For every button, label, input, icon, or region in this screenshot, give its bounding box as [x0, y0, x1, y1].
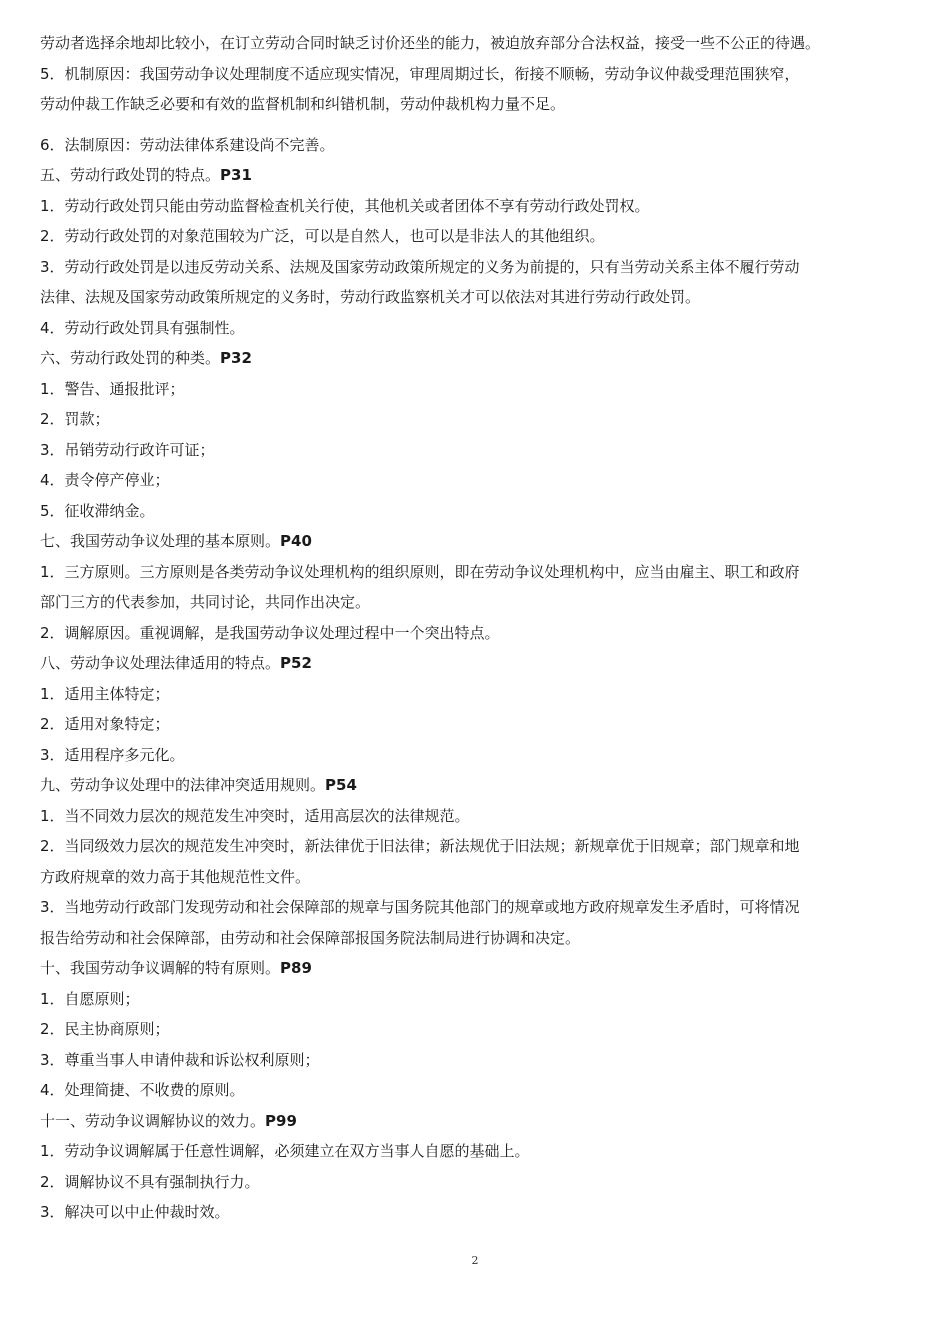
item-text: 征收滞纳金。	[64, 501, 155, 520]
list-item	[40, 1167, 915, 1198]
section-title: 十、我国劳动争议调解的特有原则。	[40, 959, 281, 977]
section-title: 十一、劳动争议调解协议的效力。	[40, 1111, 266, 1130]
list-item	[40, 892, 915, 923]
item-text: 解决可以中止仲裁时效。	[64, 1203, 230, 1221]
item-number: 3．	[40, 440, 65, 459]
list-item	[40, 496, 915, 527]
item-text: 责令停产停业；	[64, 471, 170, 489]
item-text: 适用对象特定；	[64, 715, 170, 733]
list-item	[40, 1045, 915, 1076]
paragraph-line: 报告给劳动和社会保障部，由劳动和社会保障部报国务院法制局进行协调和决定。	[40, 928, 581, 947]
item-number: 2．	[40, 1020, 65, 1038]
item-text: 调解原因。重视调解，是我国劳动争议处理过程中一个突出特点。	[64, 623, 500, 642]
item-text: 当地劳动行政部门发现劳动和社会保障部的规章与国务院其他部门的规章或地方政府规章发生矛盾时，可将情况	[64, 898, 800, 916]
item-text: 机制原因：我国劳动争议处理制度不适应现实情况，审理周期过长，衔接不顺畅，劳动争议仲裁受理范围狭窄，	[64, 64, 800, 83]
item-number: 2．	[40, 410, 65, 428]
list-item	[40, 1075, 915, 1106]
list-item	[40, 740, 915, 771]
item-number: 5．	[40, 501, 65, 520]
item-text: 劳动行政处罚只能由劳动监督检查机关行使，其他机关或者团体不享有劳动行政处罚权。	[64, 196, 650, 215]
item-number: 1．	[40, 806, 65, 825]
paragraph-line: 劳动者选择余地却比较小，在订立劳动合同时缺乏讨价还坐的能力，被迫放弃部分合法权益，接受一些不公正的待遇。	[40, 34, 821, 52]
item-text: 自愿原则；	[64, 989, 140, 1008]
item-number: 1．	[40, 1142, 65, 1160]
item-text: 劳动行政处罚是以违反劳动关系、法规及国家劳动政策所规定的义务为前提的，只有当劳动关系主体不履行劳动	[64, 257, 800, 276]
item-number: 2．	[40, 715, 65, 733]
list-item	[40, 191, 915, 222]
section-title: 九、劳动争议处理中的法律冲突适用规则。	[40, 776, 326, 794]
paragraph-line: 部门三方的代表参加，共同讨论，共同作出决定。	[40, 593, 371, 611]
item-text: 处理简捷、不收费的原则。	[64, 1081, 245, 1099]
item-number: 2．	[40, 837, 65, 855]
item-text: 吊销劳动行政许可证；	[64, 440, 215, 459]
item-number: 6．	[40, 135, 65, 154]
item-number: 4．	[40, 471, 65, 489]
item-number: 2．	[40, 1172, 65, 1191]
list-item	[40, 984, 915, 1015]
list-item	[40, 374, 915, 405]
paragraph-line: 劳动仲裁工作缺乏必要和有效的监督机制和纠错机制，劳动仲裁机构力量不足。	[40, 95, 566, 113]
page-reference: P99	[265, 1111, 297, 1130]
list-item	[40, 435, 915, 466]
item-text: 尊重当事人申请仲裁和诉讼权利原则；	[64, 1050, 320, 1069]
item-number: 1．	[40, 196, 65, 215]
list-item	[40, 618, 915, 649]
item-number: 3．	[40, 745, 65, 764]
paragraph-line: 法律、法规及国家劳动政策所规定的义务时，劳动行政监察机关才可以依法对其进行劳动行政处罚。	[40, 288, 701, 306]
section-heading	[40, 953, 915, 984]
section-title: 六、劳动行政处罚的种类。	[40, 349, 221, 367]
list-item	[40, 130, 915, 161]
item-number: 3．	[40, 257, 65, 276]
item-number: 1．	[40, 562, 65, 581]
item-number: 3．	[40, 898, 65, 916]
page-reference: P52	[280, 654, 312, 672]
list-item	[40, 1197, 915, 1228]
section-heading	[40, 526, 915, 557]
section-title: 八、劳动争议处理法律适用的特点。	[40, 654, 281, 672]
item-number: 3．	[40, 1203, 65, 1221]
item-text: 调解协议不具有强制执行力。	[64, 1172, 260, 1191]
item-number: 4．	[40, 318, 65, 337]
document-page	[40, 28, 915, 1228]
item-text: 民主协商原则；	[64, 1020, 170, 1038]
section-heading	[40, 160, 915, 191]
item-number: 2．	[40, 227, 65, 245]
list-item	[40, 679, 915, 710]
list-item	[40, 404, 915, 435]
section-title: 五、劳动行政处罚的特点。	[40, 166, 221, 184]
item-number: 3．	[40, 1050, 65, 1069]
list-item	[40, 1136, 915, 1167]
page-reference: P54	[325, 776, 357, 794]
item-text: 当不同效力层次的规范发生冲突时，适用高层次的法律规范。	[64, 806, 470, 825]
item-text: 劳动行政处罚具有强制性。	[64, 318, 245, 337]
page-reference: P32	[220, 349, 252, 367]
item-number: 1．	[40, 989, 65, 1008]
paragraph-line: 方政府规章的效力高于其他规范性文件。	[40, 867, 311, 886]
item-number: 2．	[40, 623, 65, 642]
list-item	[40, 221, 915, 252]
section-heading	[40, 343, 915, 374]
item-text: 劳动争议调解属于任意性调解，必须建立在双方当事人自愿的基础上。	[64, 1142, 530, 1160]
item-number: 1．	[40, 379, 65, 398]
page-reference: P31	[220, 166, 252, 184]
list-item	[40, 313, 915, 344]
section-heading	[40, 1106, 915, 1137]
list-item	[40, 801, 915, 832]
item-text: 法制原因：劳动法律体系建设尚不完善。	[64, 135, 335, 154]
item-text: 罚款；	[64, 410, 110, 428]
list-item	[40, 1014, 915, 1045]
section-heading	[40, 648, 915, 679]
item-number: 4．	[40, 1081, 65, 1099]
list-item	[40, 59, 915, 90]
item-text: 警告、通报批评；	[64, 379, 185, 398]
section-heading	[40, 770, 915, 801]
list-item	[40, 831, 915, 862]
page-reference: P40	[280, 532, 312, 550]
item-text: 三方原则。三方原则是各类劳动争议处理机构的组织原则，即在劳动争议处理机构中，应当由雇主、职工和政府	[64, 562, 800, 581]
item-text: 当同级效力层次的规范发生冲突时，新法律优于旧法律；新法规优于旧法规；新规章优于旧规章；部门规章和地	[64, 837, 800, 855]
list-item	[40, 465, 915, 496]
list-item	[40, 709, 915, 740]
item-number: 5．	[40, 64, 65, 83]
item-text: 适用主体特定；	[64, 684, 170, 703]
list-item	[40, 557, 915, 588]
page-number: 2	[471, 1254, 479, 1267]
item-number: 1．	[40, 684, 65, 703]
list-item	[40, 252, 915, 283]
page-reference: P89	[280, 959, 312, 977]
section-title: 七、我国劳动争议处理的基本原则。	[40, 532, 281, 550]
item-text: 劳动行政处罚的对象范围较为广泛，可以是自然人，也可以是非法人的其他组织。	[64, 227, 605, 245]
item-text: 适用程序多元化。	[64, 745, 185, 764]
